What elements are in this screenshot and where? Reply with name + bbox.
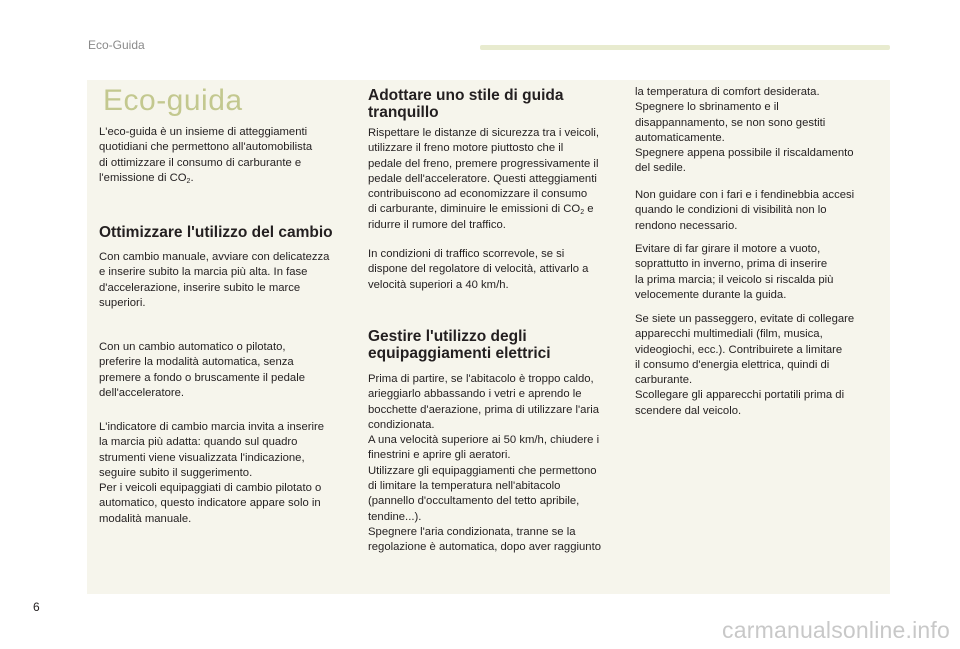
text-line: velocemente durante la guida. <box>635 288 787 301</box>
right-paragraph-1 <box>635 85 854 177</box>
text-line: di limitare la temperatura nell'abitacolo <box>368 480 561 493</box>
text-line: Rispettare le distanze di sicurezza tra i veicoli, <box>368 127 600 139</box>
heading-cambio: Ottimizzare l'utilizzo del cambio <box>99 224 333 241</box>
heading-line: Gestire l'utilizzo degli <box>368 328 527 345</box>
cambio-paragraph-2 <box>99 340 305 401</box>
text-line: A una velocità superiore ai 50 km/h, chiudere i <box>368 434 600 447</box>
text-line: L'indicatore di cambio marcia invita a inserire <box>99 421 325 433</box>
text-line: velocità superiori a 40 km/h. <box>368 278 509 291</box>
text-line: (pannello d'occultamento del tetto apribile, <box>368 495 580 508</box>
text-line: tendine...). <box>368 510 422 523</box>
text-line: condizionata. <box>368 418 435 431</box>
heading-equipaggiamenti <box>368 328 551 362</box>
text-line: carburante. <box>635 374 693 387</box>
heading-line: Adottare uno stile di guida <box>368 87 564 104</box>
text-line: Spegnere appena possibile il riscaldamento <box>635 147 854 160</box>
watermark-text: carmanualsonline.info <box>722 617 950 643</box>
heading-line: tranquillo <box>368 104 439 121</box>
text-line: strumenti viene visualizzata l'indicazione, <box>99 451 305 464</box>
text-line: dispone del regolatore di velocità, attivarlo a <box>368 263 589 276</box>
heading-line: equipaggiamenti elettrici <box>368 345 551 362</box>
text-line: Per i veicoli equipaggiati di cambio pilotato o <box>99 482 322 495</box>
text-line: Non guidare con i fari e i fendinebbia accesi <box>635 189 855 201</box>
right-paragraph-3 <box>635 242 833 303</box>
text-line: d'accelerazione, inserire subito le marce <box>99 281 301 294</box>
heading-guida <box>368 87 563 121</box>
content-panel <box>87 80 890 594</box>
text-line: quando le condizioni di visibilità non lo <box>635 204 827 217</box>
guida-text: e <box>584 203 594 216</box>
page-number: 6 <box>33 600 40 614</box>
guida-text: di carburante, diminuire le emissioni di CO <box>368 203 581 216</box>
guida-line: ridurre il rumore del traffico. <box>368 218 506 231</box>
text-line: automaticamente. <box>635 131 725 144</box>
page-title: Eco-guida <box>103 84 243 117</box>
text-line: Prima di partire, se l'abitacolo è troppo caldo, <box>368 373 594 385</box>
text-line: Scollegare gli apparecchi portatili prima di <box>635 389 845 402</box>
guida-line <box>368 202 599 217</box>
text-line: Spegnere lo sbrinamento e il <box>635 101 779 114</box>
text-line: disappannamento, se non sono gestiti <box>635 116 826 129</box>
text-line: e inserire subito la marcia più alta. In fase <box>99 266 308 279</box>
text-line: In condizioni di traffico scorrevole, se si <box>368 248 565 260</box>
equip-paragraph-1 <box>368 372 601 556</box>
text-line: la temperatura di comfort desiderata. <box>635 86 820 98</box>
text-line: rendono necessario. <box>635 219 738 232</box>
text-line: scendere dal veicolo. <box>635 404 742 417</box>
text-line: pedale dell'acceleratore. Questi atteggiamenti <box>368 172 597 185</box>
intro-line: L'eco-guida è un insieme di atteggiamenti <box>99 126 308 138</box>
text-line: Utilizzare gli equipaggiamenti che permettono <box>368 464 597 477</box>
right-paragraph-2 <box>635 188 854 234</box>
intro-line: di ottimizzare il consumo di carburante e <box>99 156 302 169</box>
intro-paragraph <box>99 125 312 186</box>
text-line: bocchette d'aerazione, prima di utilizzare l'aria <box>368 403 599 416</box>
text-line: Se siete un passeggero, evitate di collegare <box>635 313 855 325</box>
text-line: dell'acceleratore. <box>99 386 185 399</box>
text-line: automatico, questo indicatore appare solo in <box>99 497 321 510</box>
subscript: 2 <box>186 177 191 185</box>
guida-paragraph-2 <box>368 247 588 293</box>
text-line: la prima marcia; il veicolo si riscalda più <box>635 273 834 286</box>
text-line: seguire subito il suggerimento. <box>99 466 253 479</box>
text-line: utilizzare il freno motore piuttosto che il <box>368 142 564 155</box>
text-line: Con un cambio automatico o pilotato, <box>99 341 286 353</box>
text-line: Evitare di far girare il motore a vuoto, <box>635 243 821 255</box>
text-line: premere a fondo o bruscamente il pedale <box>99 371 305 384</box>
text-line: Spegnere l'aria condizionata, tranne se la <box>368 525 576 538</box>
intro-text: l'emissione di CO <box>99 171 187 184</box>
cambio-paragraph-3 <box>99 420 324 527</box>
text-line: arieggiarlo abbassando i vetri e aprendo le <box>368 388 582 401</box>
text-line: preferire la modalità automatica, senza <box>99 356 294 369</box>
header-rule <box>480 45 890 50</box>
text-line: Con cambio manuale, avviare con delicatezza <box>99 251 330 263</box>
text-line: videogiochi, ecc.). Contribuirete a limitare <box>635 343 843 356</box>
cambio-paragraph-1 <box>99 250 329 311</box>
text-line: regolazione è automatica, dopo aver raggiunto <box>368 541 601 554</box>
text-line: soprattutto in inverno, prima di inserire <box>635 258 828 271</box>
text-line: pedale del freno, premere progressivamente il <box>368 157 599 170</box>
subscript: 2 <box>580 209 585 217</box>
text-line: superiori. <box>99 296 146 309</box>
text-line: del sedile. <box>635 162 686 175</box>
text-line: finestrini e aprire gli aeratori. <box>368 449 511 462</box>
intro-line: quotidiani che permettono all'automobilista <box>99 141 313 154</box>
text-line: modalità manuale. <box>99 512 192 525</box>
text-line: il consumo d'energia elettrica, quindi di <box>635 358 830 371</box>
text-line: la marcia più adatta: quando sul quadro <box>99 436 298 449</box>
text-line: apparecchi multimediali (film, musica, <box>635 328 823 341</box>
page-header-title: Eco-Guida <box>88 38 145 52</box>
intro-line <box>99 171 312 186</box>
right-paragraph-4 <box>635 312 854 419</box>
text-line: contribuiscono ad economizzare il consumo <box>368 188 588 201</box>
intro-text: . <box>190 171 194 184</box>
guida-paragraph-1 <box>368 126 599 233</box>
